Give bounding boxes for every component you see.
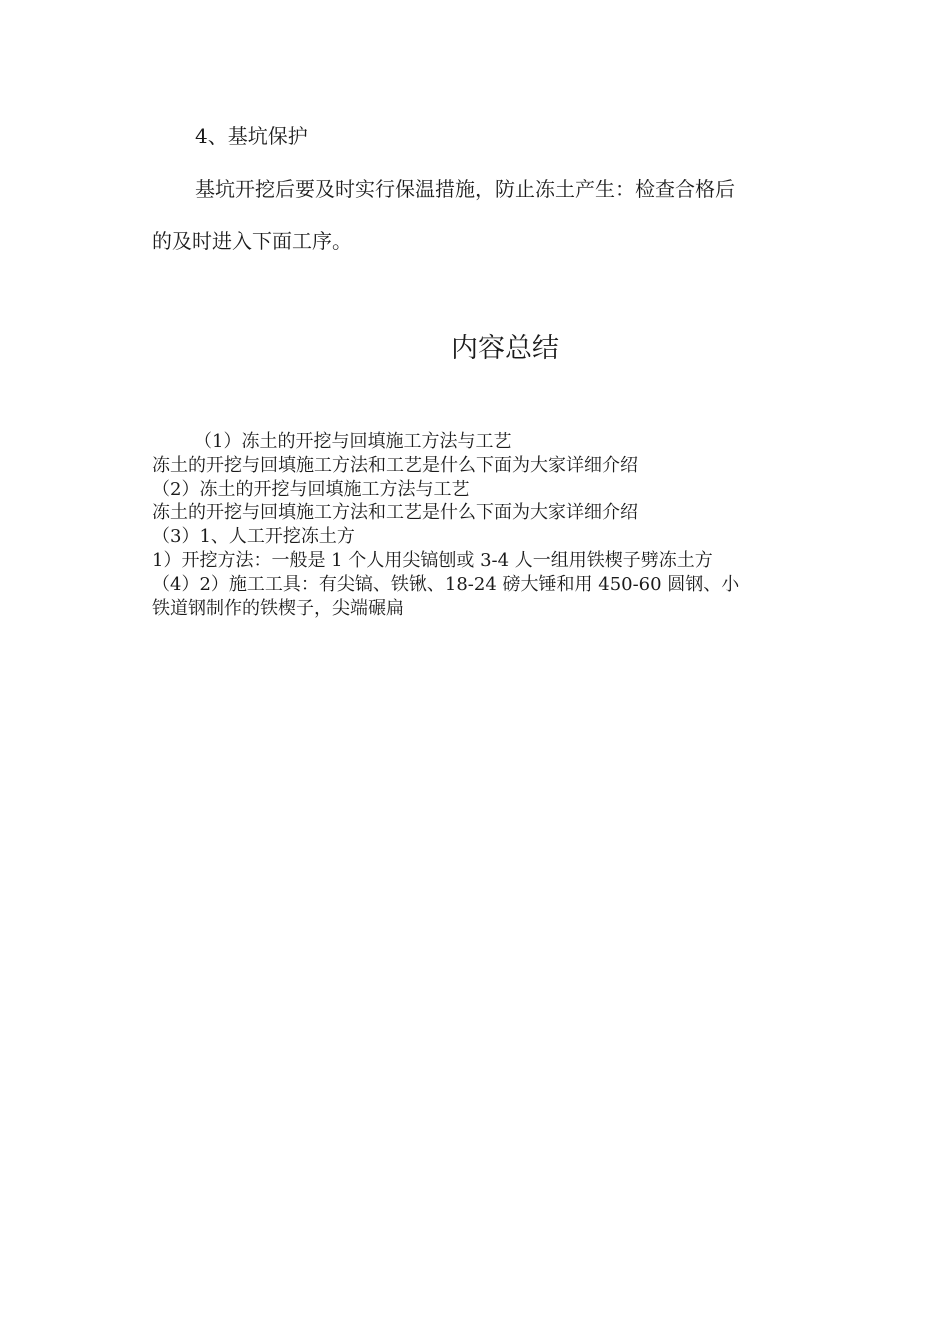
summary-line: （3）1、人工开挖冻土方 (152, 526, 355, 548)
paragraph-line: 基坑开挖后要及时实行保温措施，防止冻土产生：检查合格后 (195, 177, 735, 201)
summary-line: 冻土的开挖与回填施工方法和工艺是什么下面为大家详细介绍 (152, 454, 638, 476)
summary-list (152, 430, 812, 620)
summary-line: （1）冻土的开挖与回填施工方法与工艺 (194, 431, 512, 452)
summary-line: （2）冻土的开挖与回填施工方法与工艺 (152, 478, 470, 500)
summary-line: 冻土的开挖与回填施工方法和工艺是什么下面为大家详细介绍 (152, 502, 638, 524)
summary-line: 1）开挖方法：一般是 1 个人用尖镐刨或 3-4 人一组用铁楔子劈冻土方 (152, 549, 713, 571)
section-heading: 4、基坑保护 (195, 124, 308, 148)
summary-line: （4）2）施工工具：有尖镐、铁锹、18-24 磅大锤和用 450-60 圆钢、小 (152, 573, 740, 595)
paragraph-line: 的及时进入下面工序。 (152, 229, 352, 253)
summary-line: 铁道钢制作的铁楔子，尖端碾扁 (152, 597, 404, 619)
summary-title: 内容总结 (451, 333, 559, 364)
